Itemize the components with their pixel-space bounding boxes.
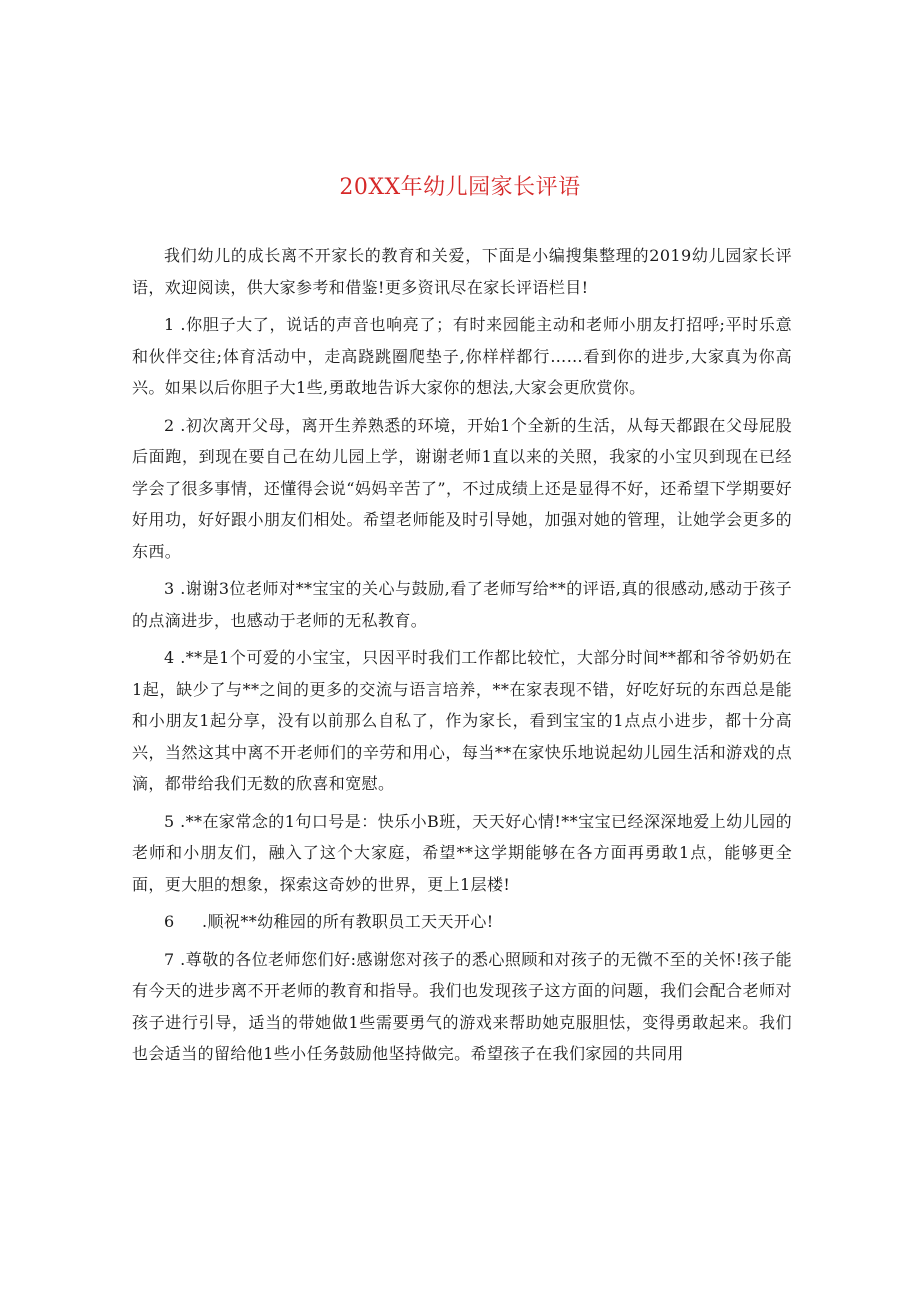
list-item: 5 .**在家常念的1句口号是：快乐小B班，天天好心情!**宝宝已经深深地爱上幼儿园的老师和小朋友们，融入了这个大家庭，希望**这学期能够在各方面再勇敢1点，能够更全面，更大胆的想象，探索这奇妙的世界，更上1层楼!: [132, 811, 792, 894]
page-title: 20XX年幼儿园家长评语: [339, 175, 581, 200]
item-number: 7: [164, 949, 175, 969]
item-text: 尊敬的各位老师您们好:感谢您对孩子的悉心照顾和对孩子的无微不至的关怀!孩子能有今天的进步离不开老师的教育和指导。我们也发现孩子这方面的问题，我们会配合老师对孩子进行引导，适当的带她做1些需要勇气的游戏来帮助她克服胆怯，变得勇敢起来。我们也会适当的留给他1些小任务鼓励他坚持做完。希望孩子在我们家园的共同用: [132, 949, 792, 1063]
intro-paragraph: 我们幼儿的成长离不开家长的教育和关爱，下面是小编搜集整理的2019幼儿园家长评语，欢迎阅读，供大家参考和借鉴!更多资讯尽在家长评语栏目!: [132, 246, 792, 297]
item-text: 你胆子大了，说话的声音也响亮了；有时来园能主动和老师小朋友打招呼;平时乐意和伙伴交往;体育活动中，走高跷跳圈爬垫子,你样样都行……看到你的进步,大家真为你高兴。如果以后你胆子大1些,勇敢地告诉大家你的想法,大家会更欣赏你。: [132, 315, 792, 397]
item-number: 6: [164, 912, 175, 931]
item-number: 1: [164, 315, 175, 334]
item-number: 4: [164, 648, 175, 667]
list-item: 2 .初次离开父母，离开生养熟悉的环境，开始1个全新的生活，从每天都跟在父母屁股后面跑，到现在要自己在幼儿园上学，谢谢老师1直以来的关照，我家的小宝贝到现在已经学会了很多事情，还懂得会说“妈妈辛苦了”，不过成绩上还是显得不好，还希望下学期要好好用功，好好跟小朋友们相处。希望老师能及时引导她，加强对她的管理，让她学会更多的东西。: [132, 415, 792, 561]
document-body: [132, 240, 792, 1076]
item-text: **在家常念的1句口号是：快乐小B班，天天好心情!**宝宝已经深深地爱上幼儿园的老师和小朋友们，融入了这个大家庭，希望**这学期能够在各方面再勇敢1点，能够更全面，更大胆的想象，探索这奇妙的世界，更上1层楼!: [132, 811, 792, 894]
item-text: 顺祝**幼稚园的所有教职员工天天开心!: [207, 912, 494, 931]
item-text: 初次离开父母，离开生养熟悉的环境，开始1个全新的生活，从每天都跟在父母屁股后面跑，到现在要自己在幼儿园上学，谢谢老师1直以来的关照，我家的小宝贝到现在已经学会了很多事情，还懂得会说“妈妈辛苦了”，不过成绩上还是显得不好，还希望下学期要好好用功，好好跟小朋友们相处。希望老师能及时引导她，加强对她的管理，让她学会更多的东西。: [132, 415, 792, 561]
item-text: **是1个可爱的小宝宝，只因平时我们工作都比较忙，大部分时间**都和爷爷奶奶在1起，缺少了与**之间的更多的交流与语言培养，**在家表现不错，好吃好玩的东西总是能和小朋友1起分享，没有以前那么自私了，作为家长，看到宝宝的1点点小进步，都十分高兴，当然这其中离不开老师们的辛劳和用心，每当**在家快乐地说起幼儿园生活和游戏的点滴，都带给我们无数的欣喜和宽慰。: [132, 648, 792, 793]
list-item: 6 .顺祝**幼稚园的所有教职员工天天开心!: [164, 912, 494, 931]
list-item: 3 .谢谢3位老师对**宝宝的关心与鼓励,看了老师写给**的评语,真的很感动,感动于孩子的点滴进步，也感动于老师的无私教育。: [132, 579, 792, 630]
item-number: 5: [164, 811, 175, 831]
item-text: 谢谢3位老师对**宝宝的关心与鼓励,看了老师写给**的评语,真的很感动,感动于孩子的点滴进步，也感动于老师的无私教育。: [132, 579, 792, 630]
list-item: 7 .尊敬的各位老师您们好:感谢您对孩子的悉心照顾和对孩子的无微不至的关怀!孩子能有今天的进步离不开老师的教育和指导。我们也发现孩子这方面的问题，我们会配合老师对孩子进行引导，适当的带她做1些需要勇气的游戏来帮助她克服胆怯，变得勇敢起来。我们也会适当的留给他1些小任务鼓励他坚持做完。希望孩子在我们家园的共同用: [132, 949, 792, 1063]
item-number: 3: [164, 579, 175, 598]
item-number: 2: [164, 415, 175, 435]
list-item: 1 .你胆子大了，说话的声音也响亮了；有时来园能主动和老师小朋友打招呼;平时乐意和伙伴交往;体育活动中，走高跷跳圈爬垫子,你样样都行……看到你的进步,大家真为你高兴。如果以后你胆子大1些,勇敢地告诉大家你的想法,大家会更欣赏你。: [132, 315, 792, 397]
list-item: 4 .**是1个可爱的小宝宝，只因平时我们工作都比较忙，大部分时间**都和爷爷奶奶在1起，缺少了与**之间的更多的交流与语言培养，**在家表现不错，好吃好玩的东西总是能和小朋友1起分享，没有以前那么自私了，作为家长，看到宝宝的1点点小进步，都十分高兴，当然这其中离不开老师们的辛劳和用心，每当**在家快乐地说起幼儿园生活和游戏的点滴，都带给我们无数的欣喜和宽慰。: [132, 648, 792, 793]
